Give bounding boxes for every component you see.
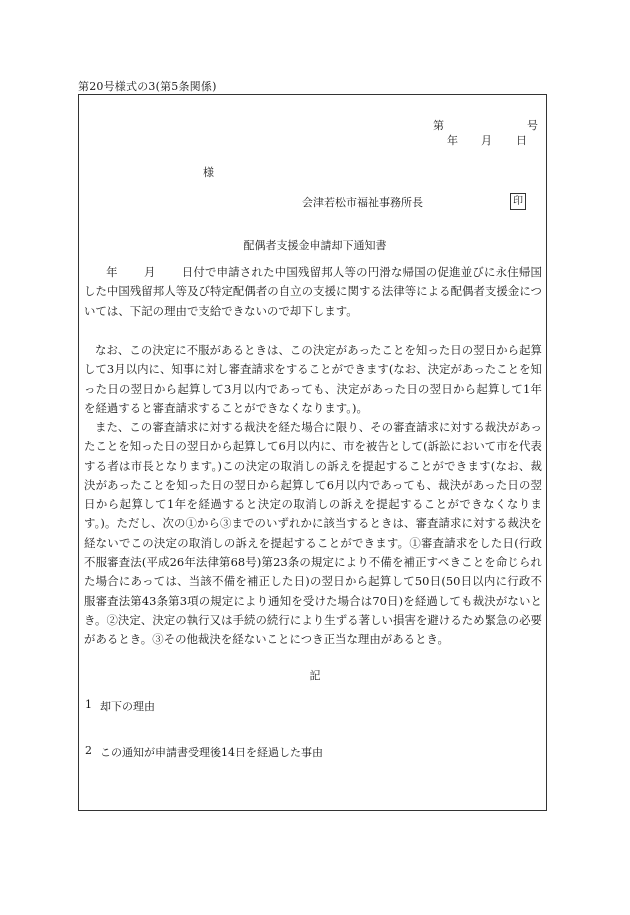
ki-heading: 記 (309, 669, 321, 682)
body-paragraph-1 (84, 263, 542, 321)
addressee-suffix: 様 (203, 166, 214, 179)
date-day: 日 (516, 134, 527, 147)
seal-mark: 印 (510, 193, 526, 210)
form-number-label: 第20号様式の3(第5条関係) (78, 80, 217, 93)
p1-month: 月 (143, 265, 156, 279)
item-2-number: 2 (85, 744, 92, 757)
date-year: 年 (447, 134, 458, 147)
issuer-name: 会津若松市福祉事務所長 (302, 196, 423, 209)
p1-year: 年 (106, 265, 118, 279)
body-paragraph-2: なお、この決定に不服があるときは、この決定があったことを知った日の翌日から起算して3月以内に、知事に対し審査請求をすることができます(なお、決定があったことを知った日の翌日から起算して3月以内であっても、決定があった日の翌日から起算して1年を経過すると審査請求することができなくなります。)。 (84, 343, 542, 415)
p1-text: 日付で申請された中国残留邦人等の円滑な帰国の促進並びに永住帰国した中国残留邦人等及び特定配偶者の自立の支援に関する法律等による配偶者支援金については、下記の理由で支給できないので却下します。 (84, 265, 542, 318)
item-2-label: この通知が申請書受理後14日を経過した事由 (100, 746, 323, 759)
body-paragraph-3: また、この審査請求に対する裁決を経た場合に限り、その審査請求に対する裁決があったことを知った日の翌日から起算して6月以内に、市を被告として(訴訟において市を代表する者は市長となります。)この決定の取消しの訴えを提起することができます(なお、裁決があったことを知った日の翌日から起算して6月以内であっても、裁決があった日の翌日から起算して1年を経過すると決定の取消しの訴えを提起することができなくなります。)。ただし、次の①から③までのいずれかに該当するときは、審査請求に対する裁決を経ないでこの決定の取消しの訴えを提起することができます。①審査請求をした日(行政不服審査法(平成26年法律第68号)第23条の規定により不備を補正すべきことを命じられた場合にあっては、当該不備を補正した日)の翌日から起算して50日(50日以内に行政不服審査法第43条第3項の規定により通知を受けた場合は70日)を経過しても裁決がないとき。②決定、決定の執行又は手続の続行により生ずる著しい損害を避けるため緊急の必要があるとき。③その他裁決を経ないことにつき正当な理由があるとき。 (84, 420, 542, 647)
number-prefix: 第 (433, 119, 444, 132)
item-1-number: 1 (85, 698, 92, 711)
number-suffix: 号 (527, 119, 538, 132)
date-month: 月 (481, 134, 492, 147)
document-title: 配偶者支援金申請却下通知書 (243, 239, 387, 252)
item-1-label: 却下の理由 (100, 700, 155, 713)
